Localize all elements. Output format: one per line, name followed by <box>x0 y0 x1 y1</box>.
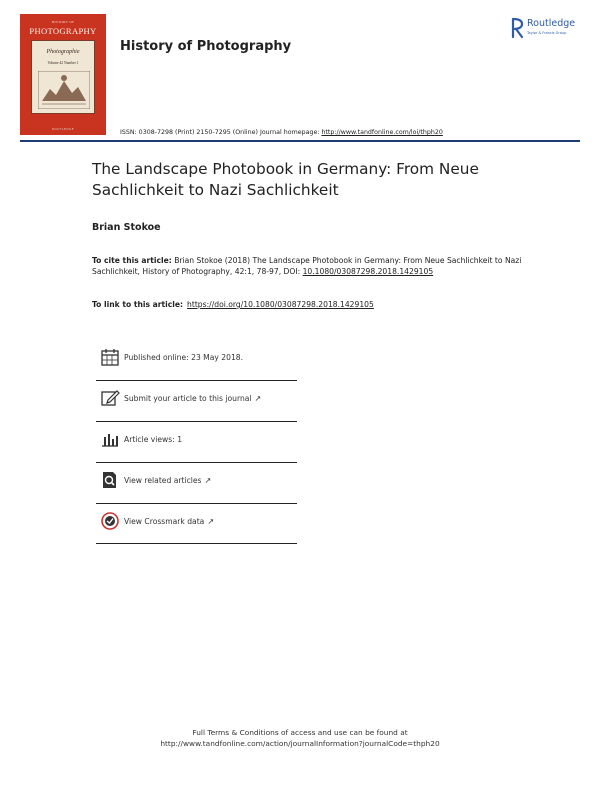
article-doi-link[interactable]: https://doi.org/10.1080/03087298.2018.1429105 <box>187 300 374 309</box>
article-views-text: Article views: 1 <box>124 435 183 444</box>
cover-plate-subtitle: Volume 42 Number 1 <box>47 61 79 65</box>
info-divider <box>96 380 297 381</box>
citation-label: To cite this article: <box>92 256 172 265</box>
header-divider <box>20 140 580 142</box>
issn-line <box>120 129 443 136</box>
info-divider <box>96 462 297 463</box>
cover-title-text: PHOTOGRAPHY <box>29 26 97 36</box>
bar-chart-icon <box>100 429 120 449</box>
terms-link[interactable]: http://www.tandfonline.com/action/journalInformation?journalCode=thph20 <box>160 738 440 748</box>
journal-cover-image[interactable] <box>20 14 106 135</box>
crossmark-label: View Crossmark data <box>124 517 205 526</box>
article-title: The Landscape Photobook in Germany: From Neue Sachlichkeit to Nazi Sachlichkeit <box>92 160 479 199</box>
cover-top-text: HISTORY OF <box>51 20 75 24</box>
published-online-text: Published online: 23 May 2018. <box>124 353 244 362</box>
info-divider <box>96 543 297 544</box>
cover-illustration-icon <box>38 71 90 109</box>
calendar-icon <box>100 347 120 367</box>
related-articles-text[interactable] <box>124 476 211 485</box>
citation-text: Brian Stokoe (2018) The Landscape Photobook in Germany: From Neue Sachlichkeit to Nazi Sachlichkeit, History of Photography, 42:1, 78-97, DOI: <box>92 256 522 276</box>
cover-plate-title: Photographie <box>46 49 80 55</box>
article-views-row <box>96 429 297 469</box>
journal-title: History of Photography <box>120 39 292 54</box>
search-document-icon <box>100 470 120 490</box>
submit-article-text[interactable] <box>124 394 261 403</box>
info-divider <box>96 421 297 422</box>
submit-article-label: Submit your article to this journal <box>124 394 252 403</box>
crossmark-row[interactable] <box>96 511 297 551</box>
article-link-label: To link to this article: <box>92 300 184 309</box>
journal-homepage-link[interactable]: http://www.tandfonline.com/loi/thph20 <box>321 129 443 136</box>
crossmark-icon <box>100 511 120 531</box>
publisher-name: Routledge <box>527 18 576 29</box>
article-author: Brian Stokoe <box>92 222 161 233</box>
submit-article-row[interactable] <box>96 388 297 428</box>
published-online-row <box>96 347 297 387</box>
publisher-logo[interactable] <box>510 17 590 45</box>
issn-text: ISSN: 0308-7298 (Print) 2150-7295 (Online) Journal homepage: <box>120 129 322 136</box>
cover-plate <box>31 40 95 114</box>
related-articles-row[interactable] <box>96 470 297 510</box>
crossmark-text[interactable] <box>124 517 214 526</box>
routledge-logo-icon <box>510 17 524 39</box>
external-link-icon: ↗ <box>207 517 215 526</box>
external-link-icon: ↗ <box>254 394 262 403</box>
article-link-block <box>92 300 374 309</box>
info-divider <box>96 503 297 504</box>
cover-foot-text: ROUTLEDGE <box>51 127 75 131</box>
terms-footer <box>0 728 600 749</box>
citation-doi-link[interactable]: 10.1080/03087298.2018.1429105 <box>302 267 434 276</box>
external-link-icon: ↗ <box>204 476 212 485</box>
related-articles-label: View related articles <box>124 476 202 485</box>
publisher-tagline: Taylor & Francis Group <box>527 31 567 35</box>
edit-icon <box>100 388 120 408</box>
terms-text: Full Terms & Conditions of access and use can be found at <box>192 728 408 737</box>
citation-block <box>92 255 522 277</box>
